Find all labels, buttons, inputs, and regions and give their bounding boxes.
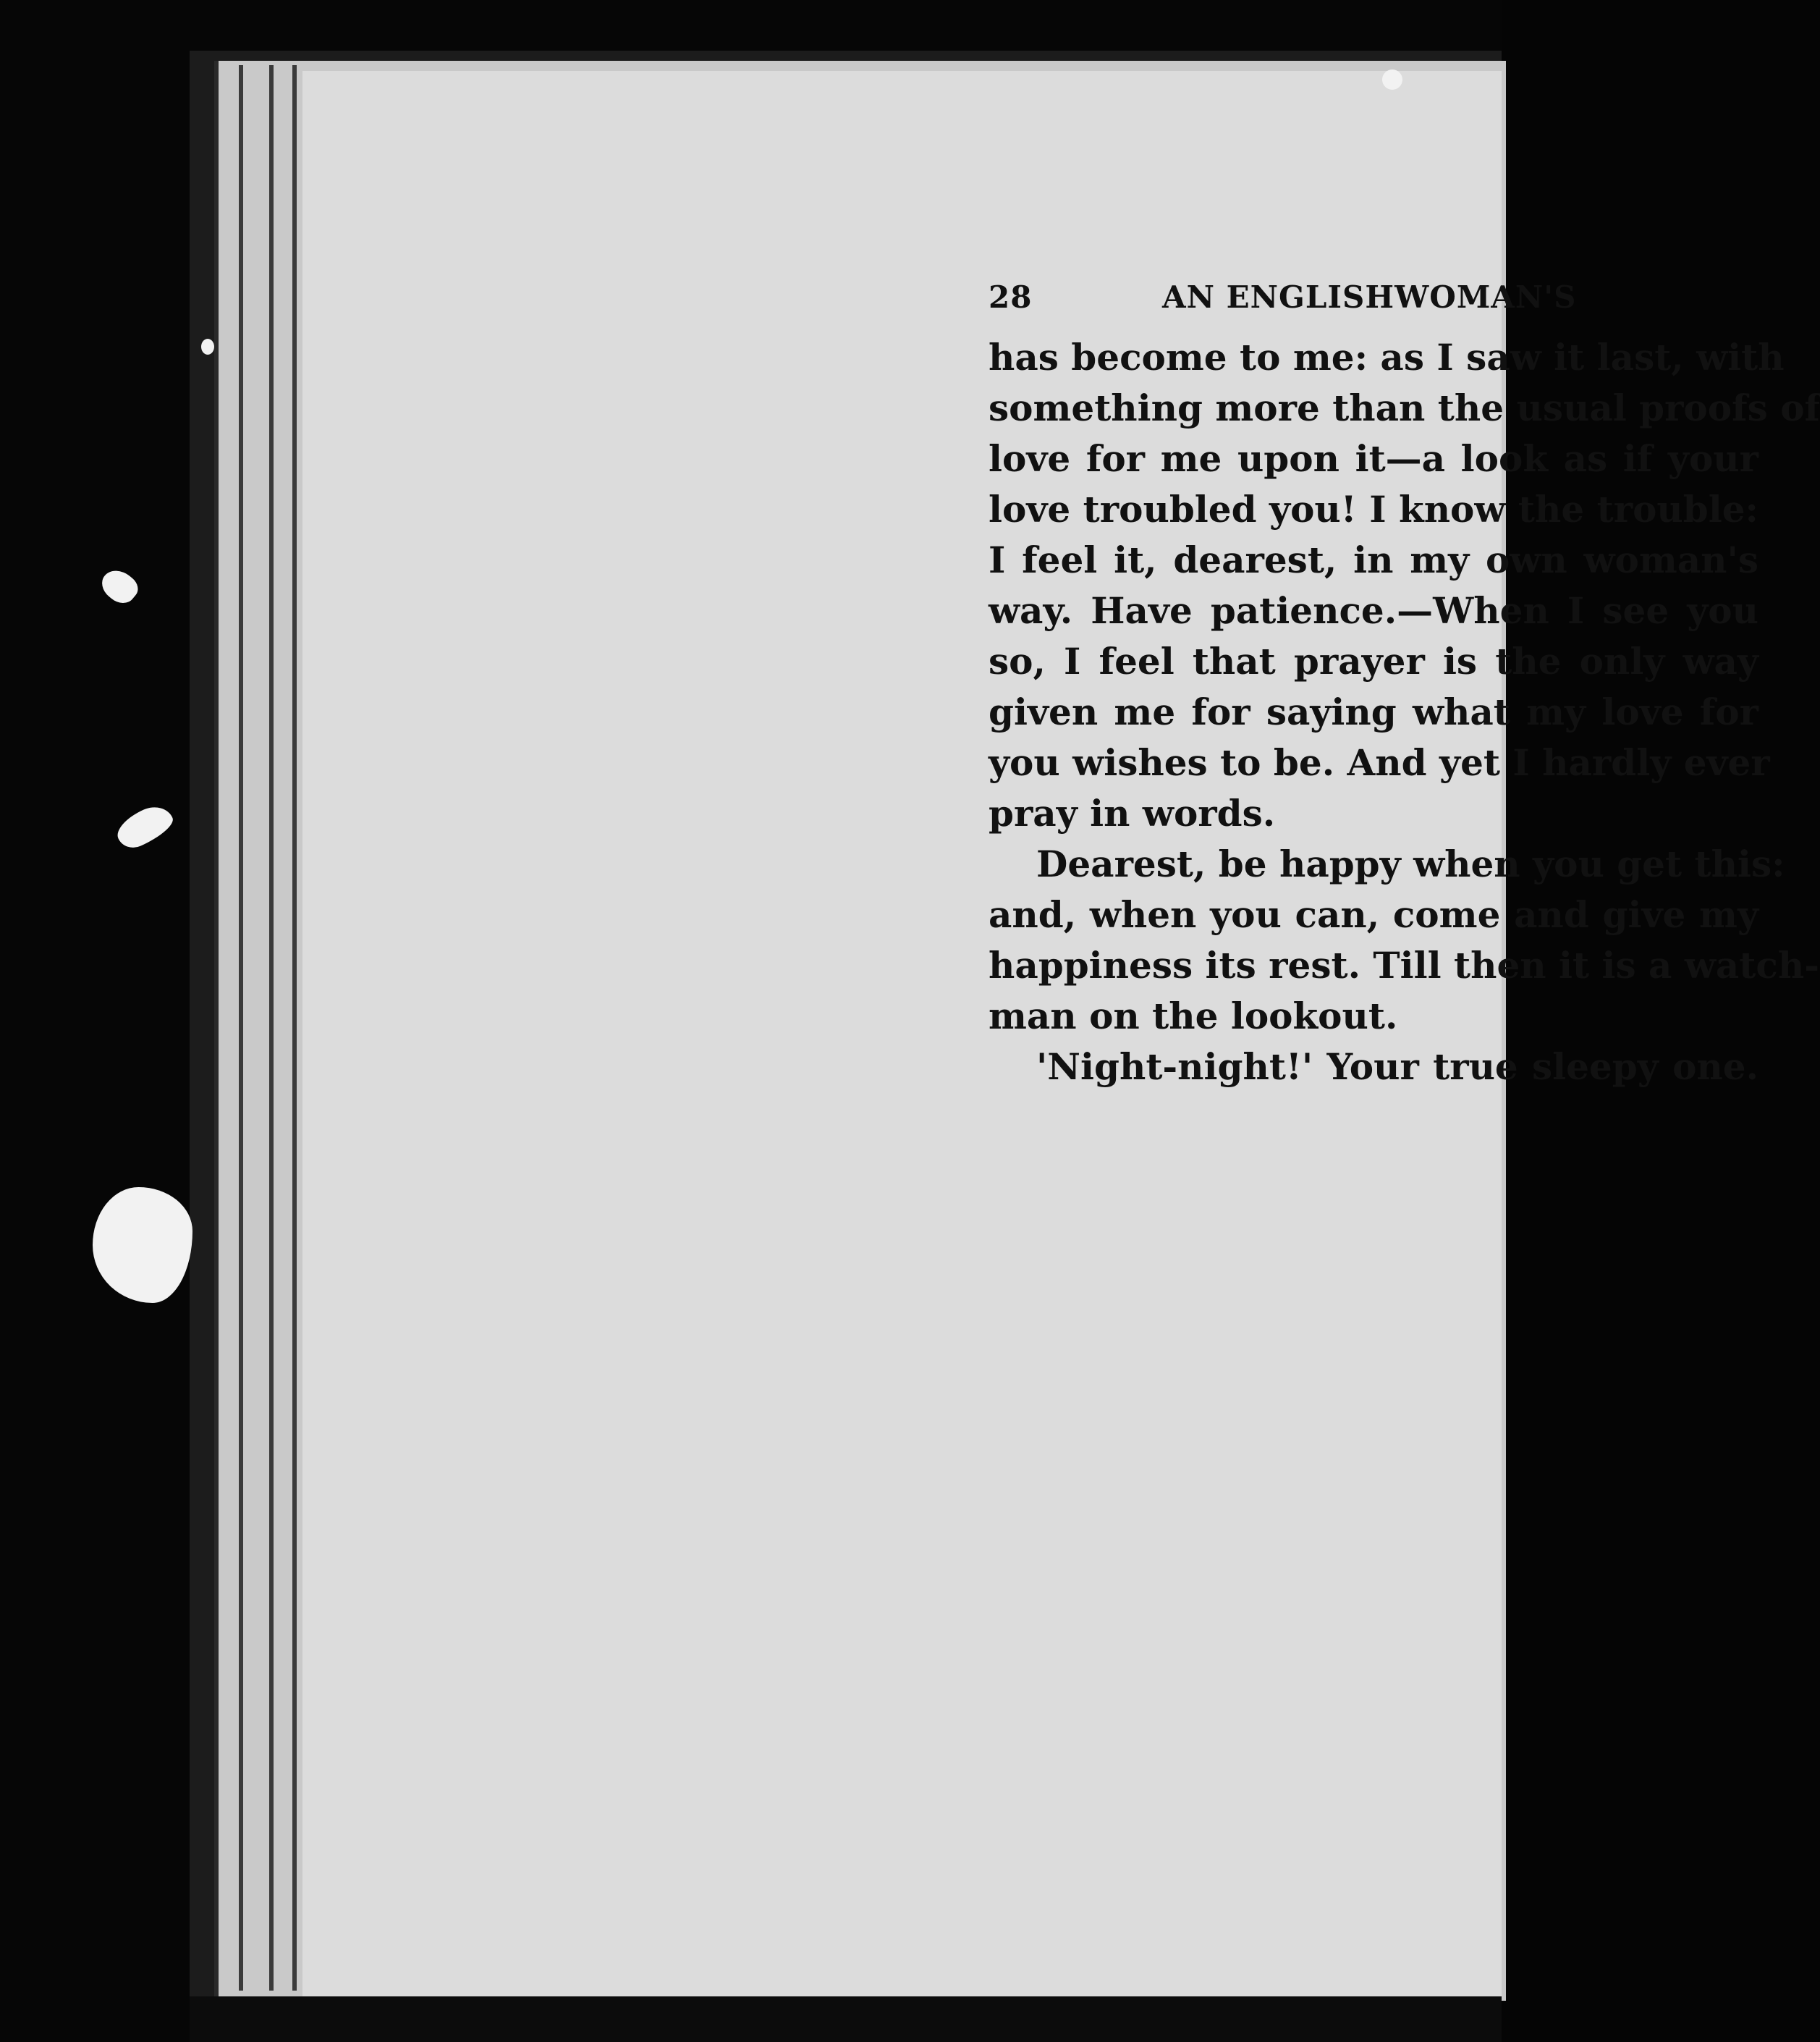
text-line: Dearest, be happy when you get this: bbox=[1036, 843, 1785, 885]
text-line: you wishes to be. And yet I hardly ever bbox=[989, 741, 1770, 784]
page-number: 28 bbox=[989, 279, 1033, 315]
text-line: man on the lookout. bbox=[989, 995, 1398, 1037]
scan-damage-blot bbox=[201, 339, 214, 355]
text-line: and, when you can, come and give my bbox=[989, 893, 1758, 936]
book-bottom-edge bbox=[190, 1996, 1502, 2042]
page-edge-line bbox=[292, 65, 297, 1991]
page-edge-line bbox=[239, 65, 243, 1991]
page-edge-line bbox=[269, 65, 274, 1991]
text-line: I feel it, dearest, in my own woman's bbox=[989, 539, 1758, 581]
text-line: given me for saying what my love for bbox=[989, 691, 1758, 733]
text-line: has become to me: as I saw it last, with bbox=[989, 336, 1785, 379]
scan-damage-blot bbox=[1382, 69, 1402, 90]
text-line: love for me upon it—a look as if your bbox=[989, 437, 1758, 480]
text-line: 'Night-night!' Your true sleepy one. bbox=[1036, 1045, 1758, 1088]
text-line: something more than the usual proofs of bbox=[989, 387, 1820, 429]
text-line: way. Have patience.—When I see you bbox=[989, 589, 1758, 632]
text-line: love troubled you! I know the trouble: bbox=[989, 488, 1758, 531]
text-line: so, I feel that prayer is the only way bbox=[989, 640, 1758, 683]
book-page bbox=[302, 71, 1820, 1996]
text-line: pray in words. bbox=[989, 792, 1276, 835]
running-title: AN ENGLISHWOMAN'S bbox=[1162, 279, 1577, 315]
scan-damage-blot bbox=[112, 801, 178, 853]
running-head bbox=[989, 279, 1758, 320]
text-line: happiness its rest. Till then it is a watch- bbox=[989, 944, 1819, 987]
scan-damage-blot bbox=[93, 1187, 192, 1303]
scan-damage-blot bbox=[96, 564, 143, 609]
